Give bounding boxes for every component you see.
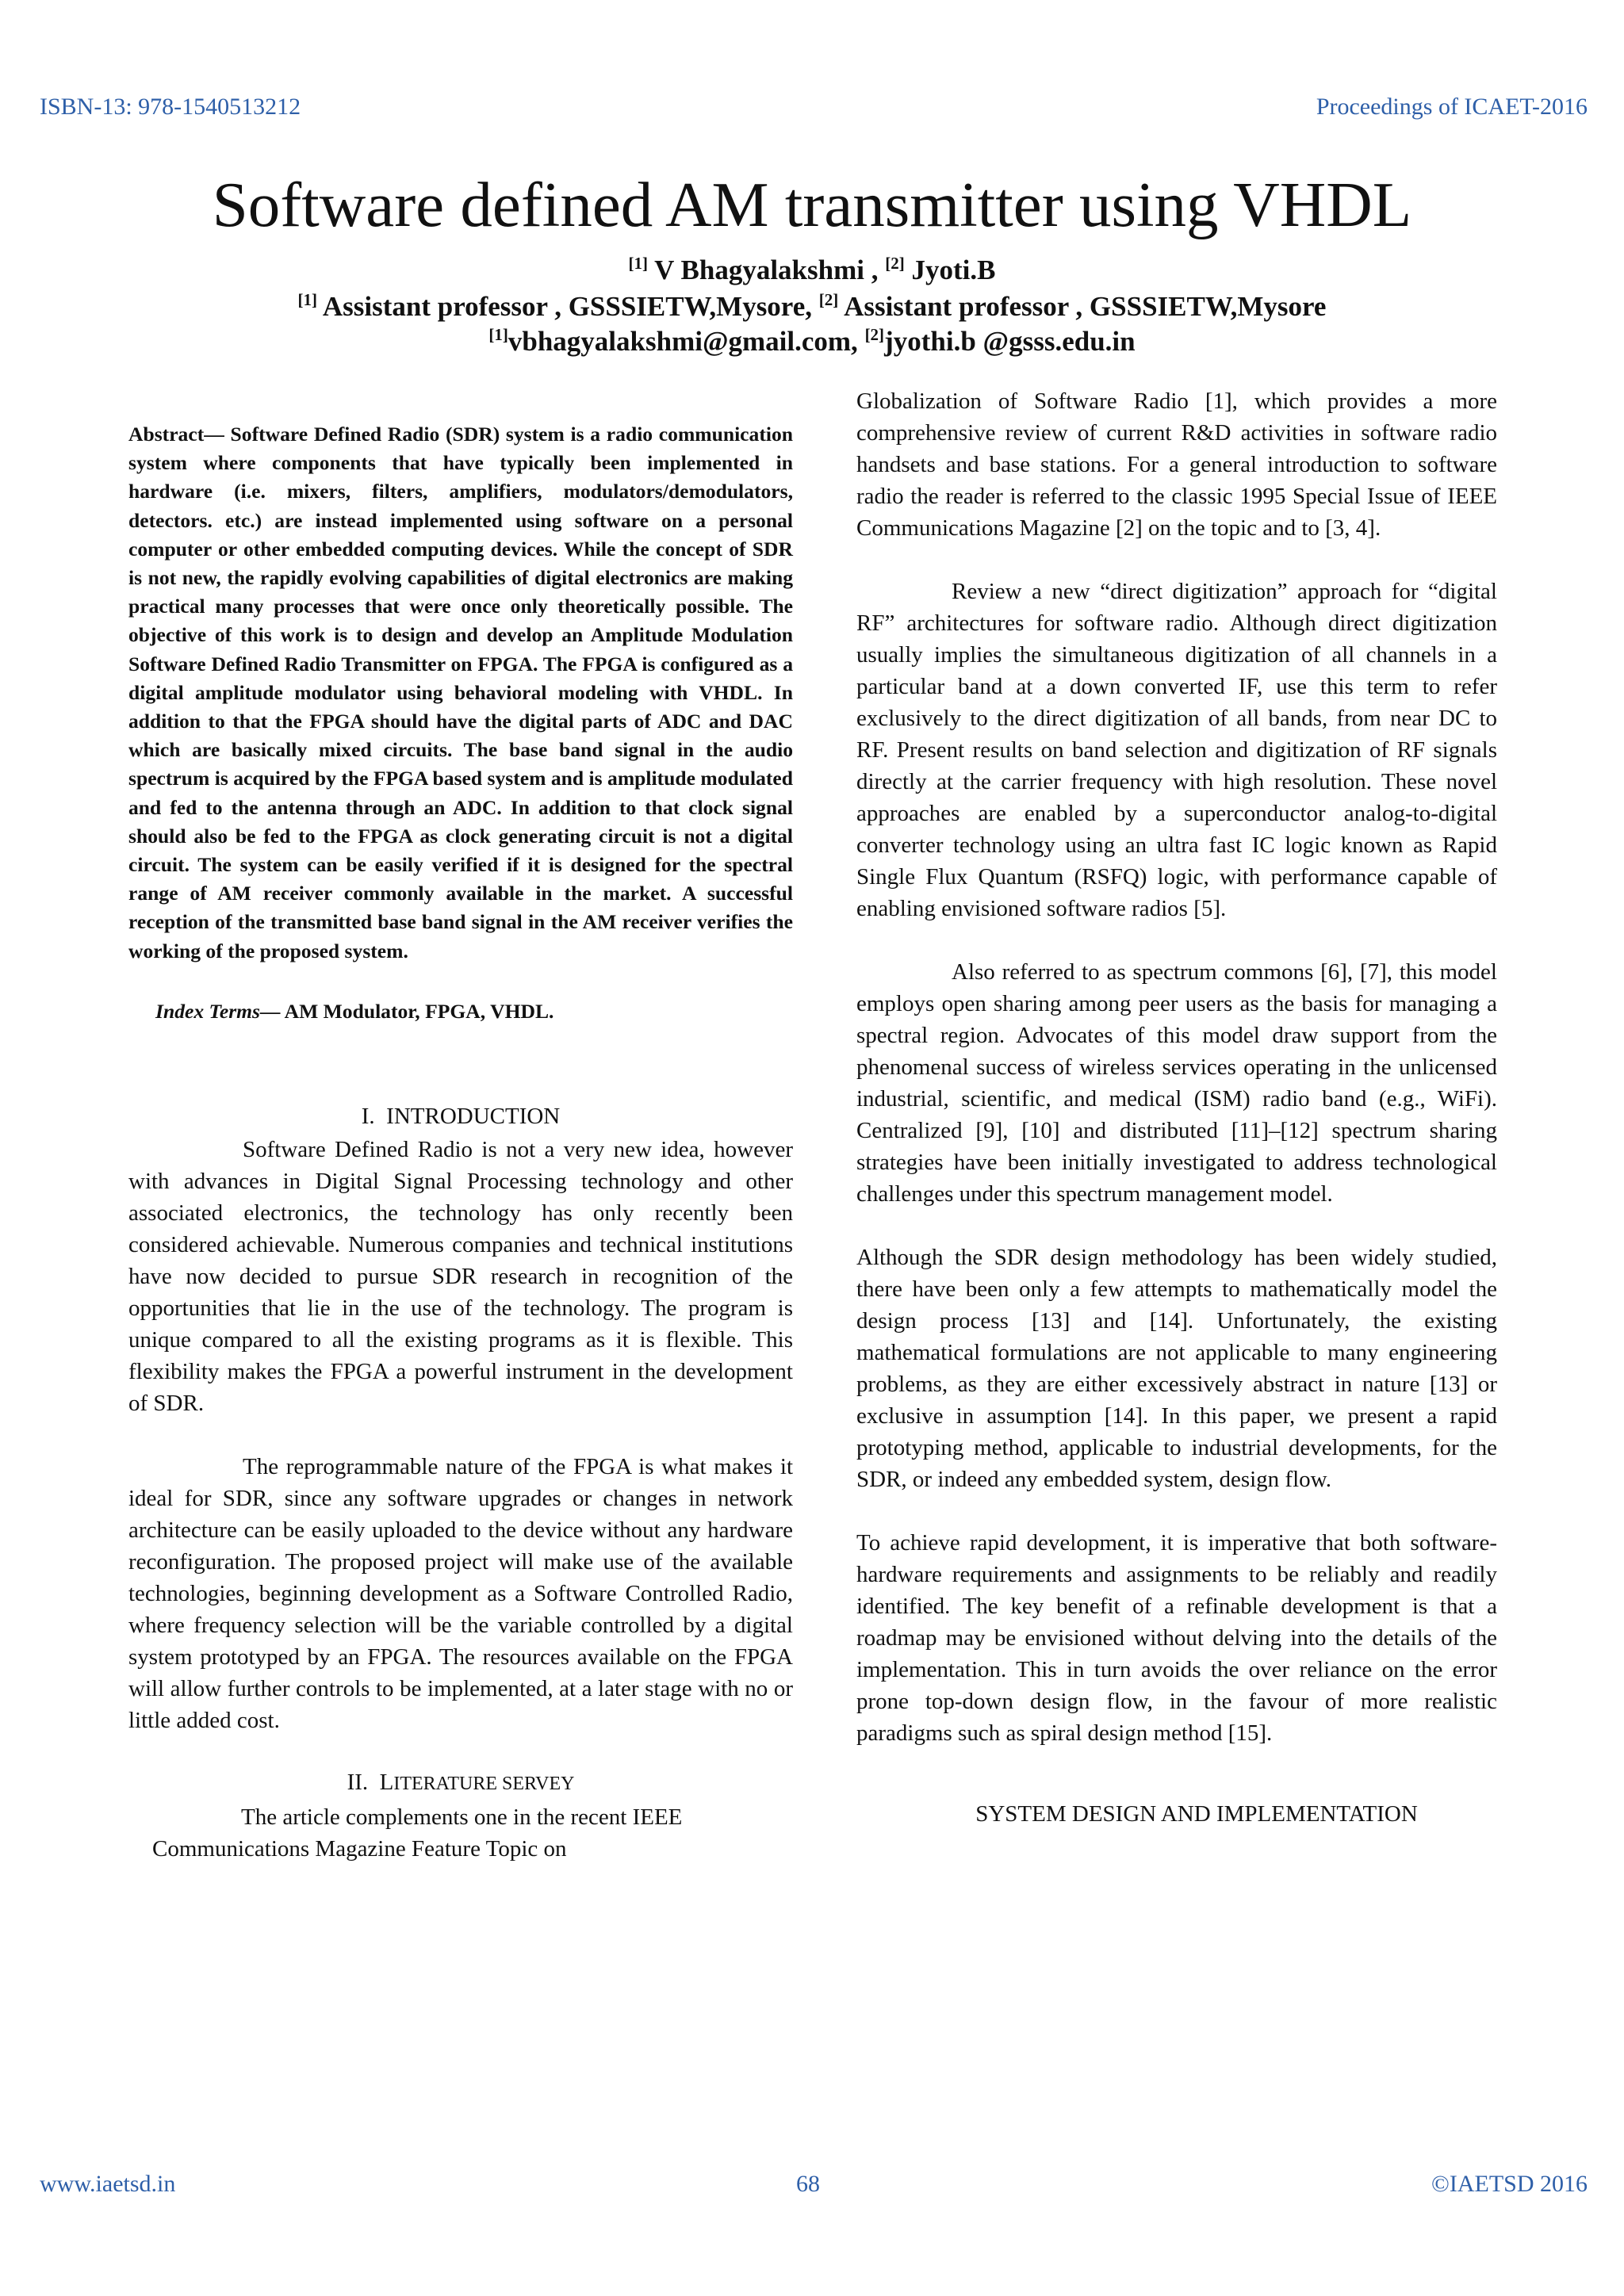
literature-line-1: The article complements one in the recent IEEE [241,1804,683,1830]
section-heading-introduction [128,1100,793,1132]
affiliation-1: Assistant professor , GSSSIETW,Mysore, [317,291,819,322]
abstract [128,420,793,966]
author-emails [0,327,1624,358]
paper-title: Software defined AM transmitter using VHDL [212,169,1412,240]
section-title-first-letter: L [379,1769,394,1795]
email-sup-2: [2] [864,325,885,344]
author-names [0,255,1624,286]
literature-paragraph [128,1801,793,1865]
header-proceedings: Proceedings of ICAET-2016 [1316,94,1588,120]
right-column [856,385,1497,1830]
intro-paragraph-1: Software Defined Radio is not a very new idea, however with advances in Digital Signal Processing technology and other associated electronics, the technology has only recently been considered achievable. Numerous companies and technical institutions have now decided to pursue SDR research in recognition of the opportunities that lie in the use of the technology. The program is unique compared to all the existing programs as it is flexible. This flexibility makes the FPGA a powerful instrument in the development of SDR. [128,1136,793,1416]
right-paragraph-5: To achieve rapid development, it is imperative that both software-hardware requirements and assignments to be reliably and readily identified. The key benefit of a refinable development is that a roadmap may be envisioned without delving into the details of the implementation. This in turn avoids the over reliance on the error prone top-down design flow, in the favour of more realistic paradigms such as spiral design method [15]. [856,1530,1497,1746]
author-sup-1: [1] [628,254,649,273]
section-number: I. [361,1103,375,1129]
footer-copyright: ©IAETSD 2016 [1431,2171,1588,2197]
intro-paragraph-2: The reprogrammable nature of the FPGA is what makes it ideal for SDR, since any software upgrades or changes in network architecture can be easily uploaded to the device without any hardware reconfiguration. The proposed project will make use of the available technologies, beginning development as a Software Controlled Radio, where frequency selection will be the variable controlled by a digital system prototyped by an FPGA. The resources available on the FPGA will allow further controls to be implemented, at a later stage with no or little added cost. [128,1453,793,1733]
author-sup-2: [2] [885,254,905,273]
abstract-label: Abstract— [128,423,224,446]
header-isbn: ISBN-13: 978-1540513212 [40,94,301,120]
section-number: II. [347,1769,369,1795]
right-paragraph-3: Also referred to as spectrum commons [6], [7], this model employs open sharing among peer users as the basis for managing a spectral region. Advocates of this model draw support from the phenomenal success of wireless services operating in the unlicensed industrial, scientific, and medical (ISM) radio band (e.g., WiFi). Centralized [9], [10] and distributed [11]–[12] spectrum sharing strategies have been initially investigated to address technological challenges under this spectrum management model. [856,959,1497,1207]
section-heading-system-design: SYSTEM DESIGN AND IMPLEMENTATION [975,1801,1418,1827]
email-1: vbhagyalakshmi@gmail.com, [508,326,865,357]
section-heading-literature [128,1766,793,1800]
affiliation-sup-1: [1] [297,290,318,309]
author-name-2: Jyoti.B [904,254,996,285]
abstract-text: Software Defined Radio (SDR) system is a radio communication system where components that have typically been implemented in hardware (i.e. mixers, filters, amplifiers, modulators/demodulators, detectors. etc.) are instead implemented using software on a personal computer or other embedded computing devices. While the concept of SDR is not new, the rapidly evolving capabilities of digital electronics are making practical many processes that were once only theoretically possible. The objective of this work is to design and develop an Amplitude Modulation Software Defined Radio Transmitter on FPGA. The FPGA is configured as a digital amplitude modulator using behavioral modeling with VHDL. In addition to that the FPGA should have the digital parts of ADC and DAC which are basically mixed circuits. The base band signal in the audio spectrum is acquired by the FPGA based system and is amplitude modulated and fed to the antenna through an ADC. In addition to that clock signal should also be fed to the FPGA as clock generating circuit is not a digital circuit. The system can be easily verified if it is designed for the spectral range of AM receiver commonly available in the market. A successful reception of the transmitted base band signal in the AM receiver verifies the working of the proposed system. [128,423,793,962]
index-terms-label: Index Terms— [155,999,281,1023]
author-name-1: V Bhagyalakshmi , [648,254,886,285]
section-title-rest: ITERATURE SERVEY [393,1773,575,1794]
right-paragraph-2: Review a new “direct digitization” approach for “digital RF” architectures for software radio. Although direct digitization usually implies the simultaneous digitization of all channels in a particular band at a down converted IF, use this term to refer exclusively to the direct digitization of all bands, from near DC to RF. Present results on band selection and digitization of RF signals directly at the carrier frequency with high resolution. These novel approaches are enabled by a superconductor analog-to-digital converter technology using an ultra fast IC logic known as Rapid Single Flux Quantum (RSFQ) logic, with performance capable of enabling envisioned software radios [5]. [856,579,1497,921]
author-affiliations [0,292,1624,323]
literature-line-2: Communications Magazine Feature Topic on [152,1835,567,1862]
right-paragraph-1: Globalization of Software Radio [1], which provides a more comprehensive review of current R&D activities in software radio handsets and base stations. For a general introduction to software radio the reader is referred to the classic 1995 Special Issue of IEEE Communications Magazine [2] on the topic and to [3, 4]. [856,388,1497,541]
index-terms [128,996,793,1027]
section-title: INTRODUCTION [386,1103,561,1129]
affiliation-2: Assistant professor , GSSSIETW,Mysore [838,291,1327,322]
index-terms-text: AM Modulator, FPGA, VHDL. [280,999,554,1023]
footer-page-number: 68 [796,2171,820,2197]
left-column [128,420,793,1865]
footer-website: www.iaetsd.in [40,2171,176,2197]
affiliation-sup-2: [2] [818,290,839,309]
right-paragraph-4: Although the SDR design methodology has been widely studied, there have been only a few attempts to mathematically model the design process [13] and [14]. Unfortunately, the existing mathematical formulations are not applicable to many engineering problems, as they are either excessively abstract in nature [13] or exclusive in assumption [14]. In this paper, we present a rapid prototyping method, applicable to industrial developments, for the SDR, or indeed any embedded system, design flow. [856,1245,1497,1492]
email-2: jyothi.b @gsss.edu.in [884,326,1136,357]
email-sup-1: [1] [488,325,508,344]
